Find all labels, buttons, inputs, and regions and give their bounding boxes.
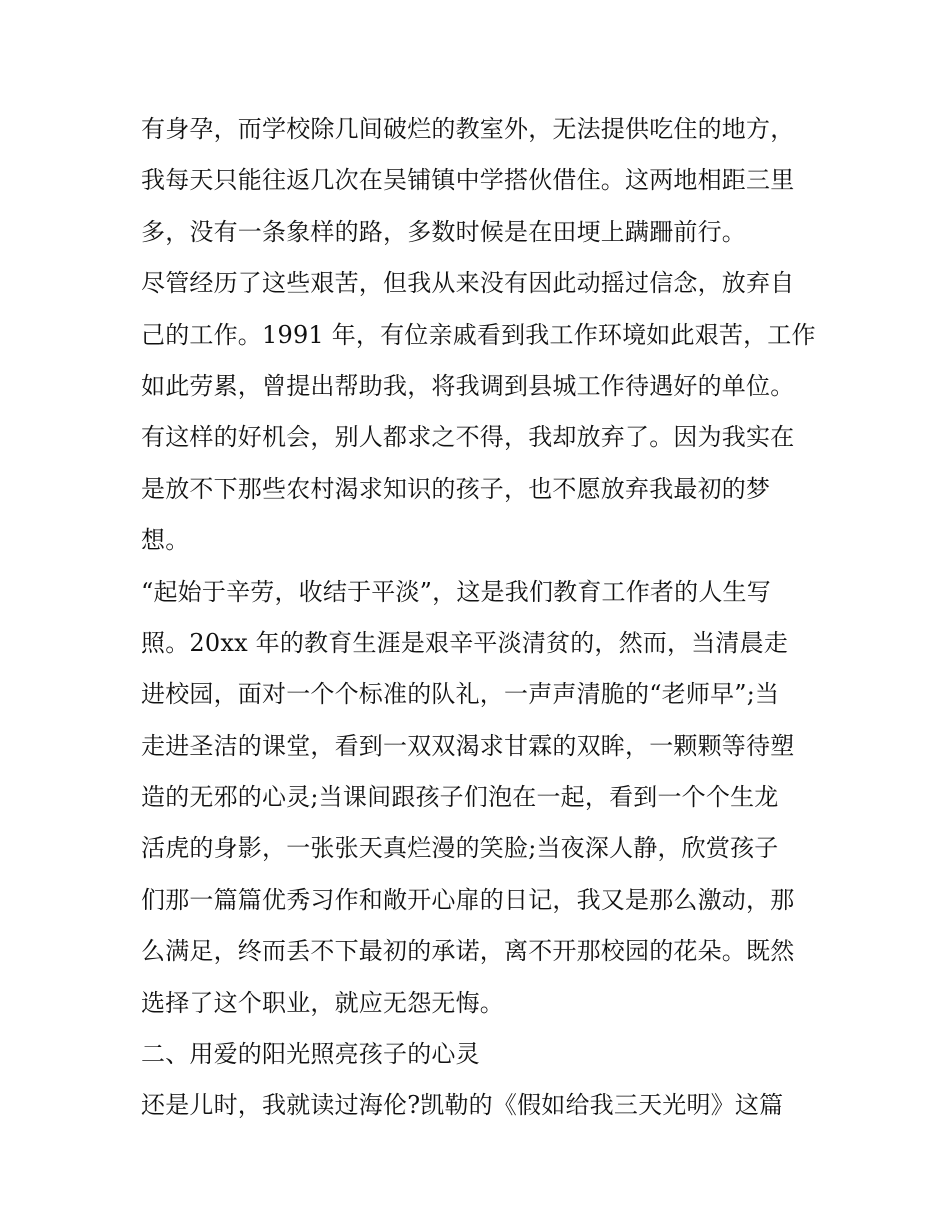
text-line: 活虎的身影，一张张天真烂漫的笑脸;当夜深人静，欣赏孩子 — [141, 834, 779, 863]
section-heading: 二、用爱的阳光照亮孩子的心灵 — [141, 1040, 480, 1069]
text-line: 照。20xx 年的教育生涯是艰辛平淡清贫的，然而，当清晨走 — [141, 628, 789, 657]
text-line: “起始于辛劳，收结于平淡”，这是我们教育工作者的人生写 — [141, 577, 771, 606]
text-line: 么满足，终而丢不下最初的承诺，离不开那校园的花朵。既然 — [141, 937, 795, 966]
text-line: 有身孕，而学校除几间破烂的教室外，无法提供吃住的地方， — [141, 115, 795, 143]
text-line: 选择了这个职业，就应无怨无悔。 — [141, 988, 504, 1017]
text-line: 是放不下那些农村渴求知识的孩子，也不愿放弃我最初的梦 — [141, 474, 771, 503]
text-line: 如此劳累，曾提出帮助我，将我调到县城工作待遇好的单位。 — [141, 371, 795, 400]
text-line: 有这样的好机会，别人都求之不得，我却放弃了。因为我实在 — [141, 423, 795, 452]
text-line: 多，没有一条象样的路，多数时候是在田埂上蹒跚前行。 — [141, 217, 746, 246]
text-line: 走进圣洁的课堂，看到一双双渴求甘霖的双眸，一颗颗等待塑 — [141, 731, 795, 760]
text-line: 我每天只能往返几次在吴铺镇中学搭伙借住。这两地相距三里 — [141, 166, 795, 195]
text-line: 们那一篇篇优秀习作和敞开心扉的日记，我又是那么激动，那 — [141, 885, 795, 914]
text-line: 进校园，面对一个个标准的队礼，一声声清脆的“老师早”;当 — [141, 680, 780, 709]
text-line: 还是儿时，我就读过海伦?凯勒的《假如给我三天光明》这篇 — [141, 1091, 784, 1120]
text-line: 造的无邪的心灵;当课间跟孩子们泡在一起，看到一个个生龙 — [141, 783, 779, 812]
document-body — [141, 104, 821, 1132]
text-line: 尽管经历了这些艰苦，但我从来没有因此动摇过信念，放弃自 — [141, 269, 795, 298]
text-line: 想。 — [141, 526, 190, 555]
text-line: 己的工作。1991 年，有位亲戚看到我工作环境如此艰苦，工作 — [141, 320, 816, 349]
